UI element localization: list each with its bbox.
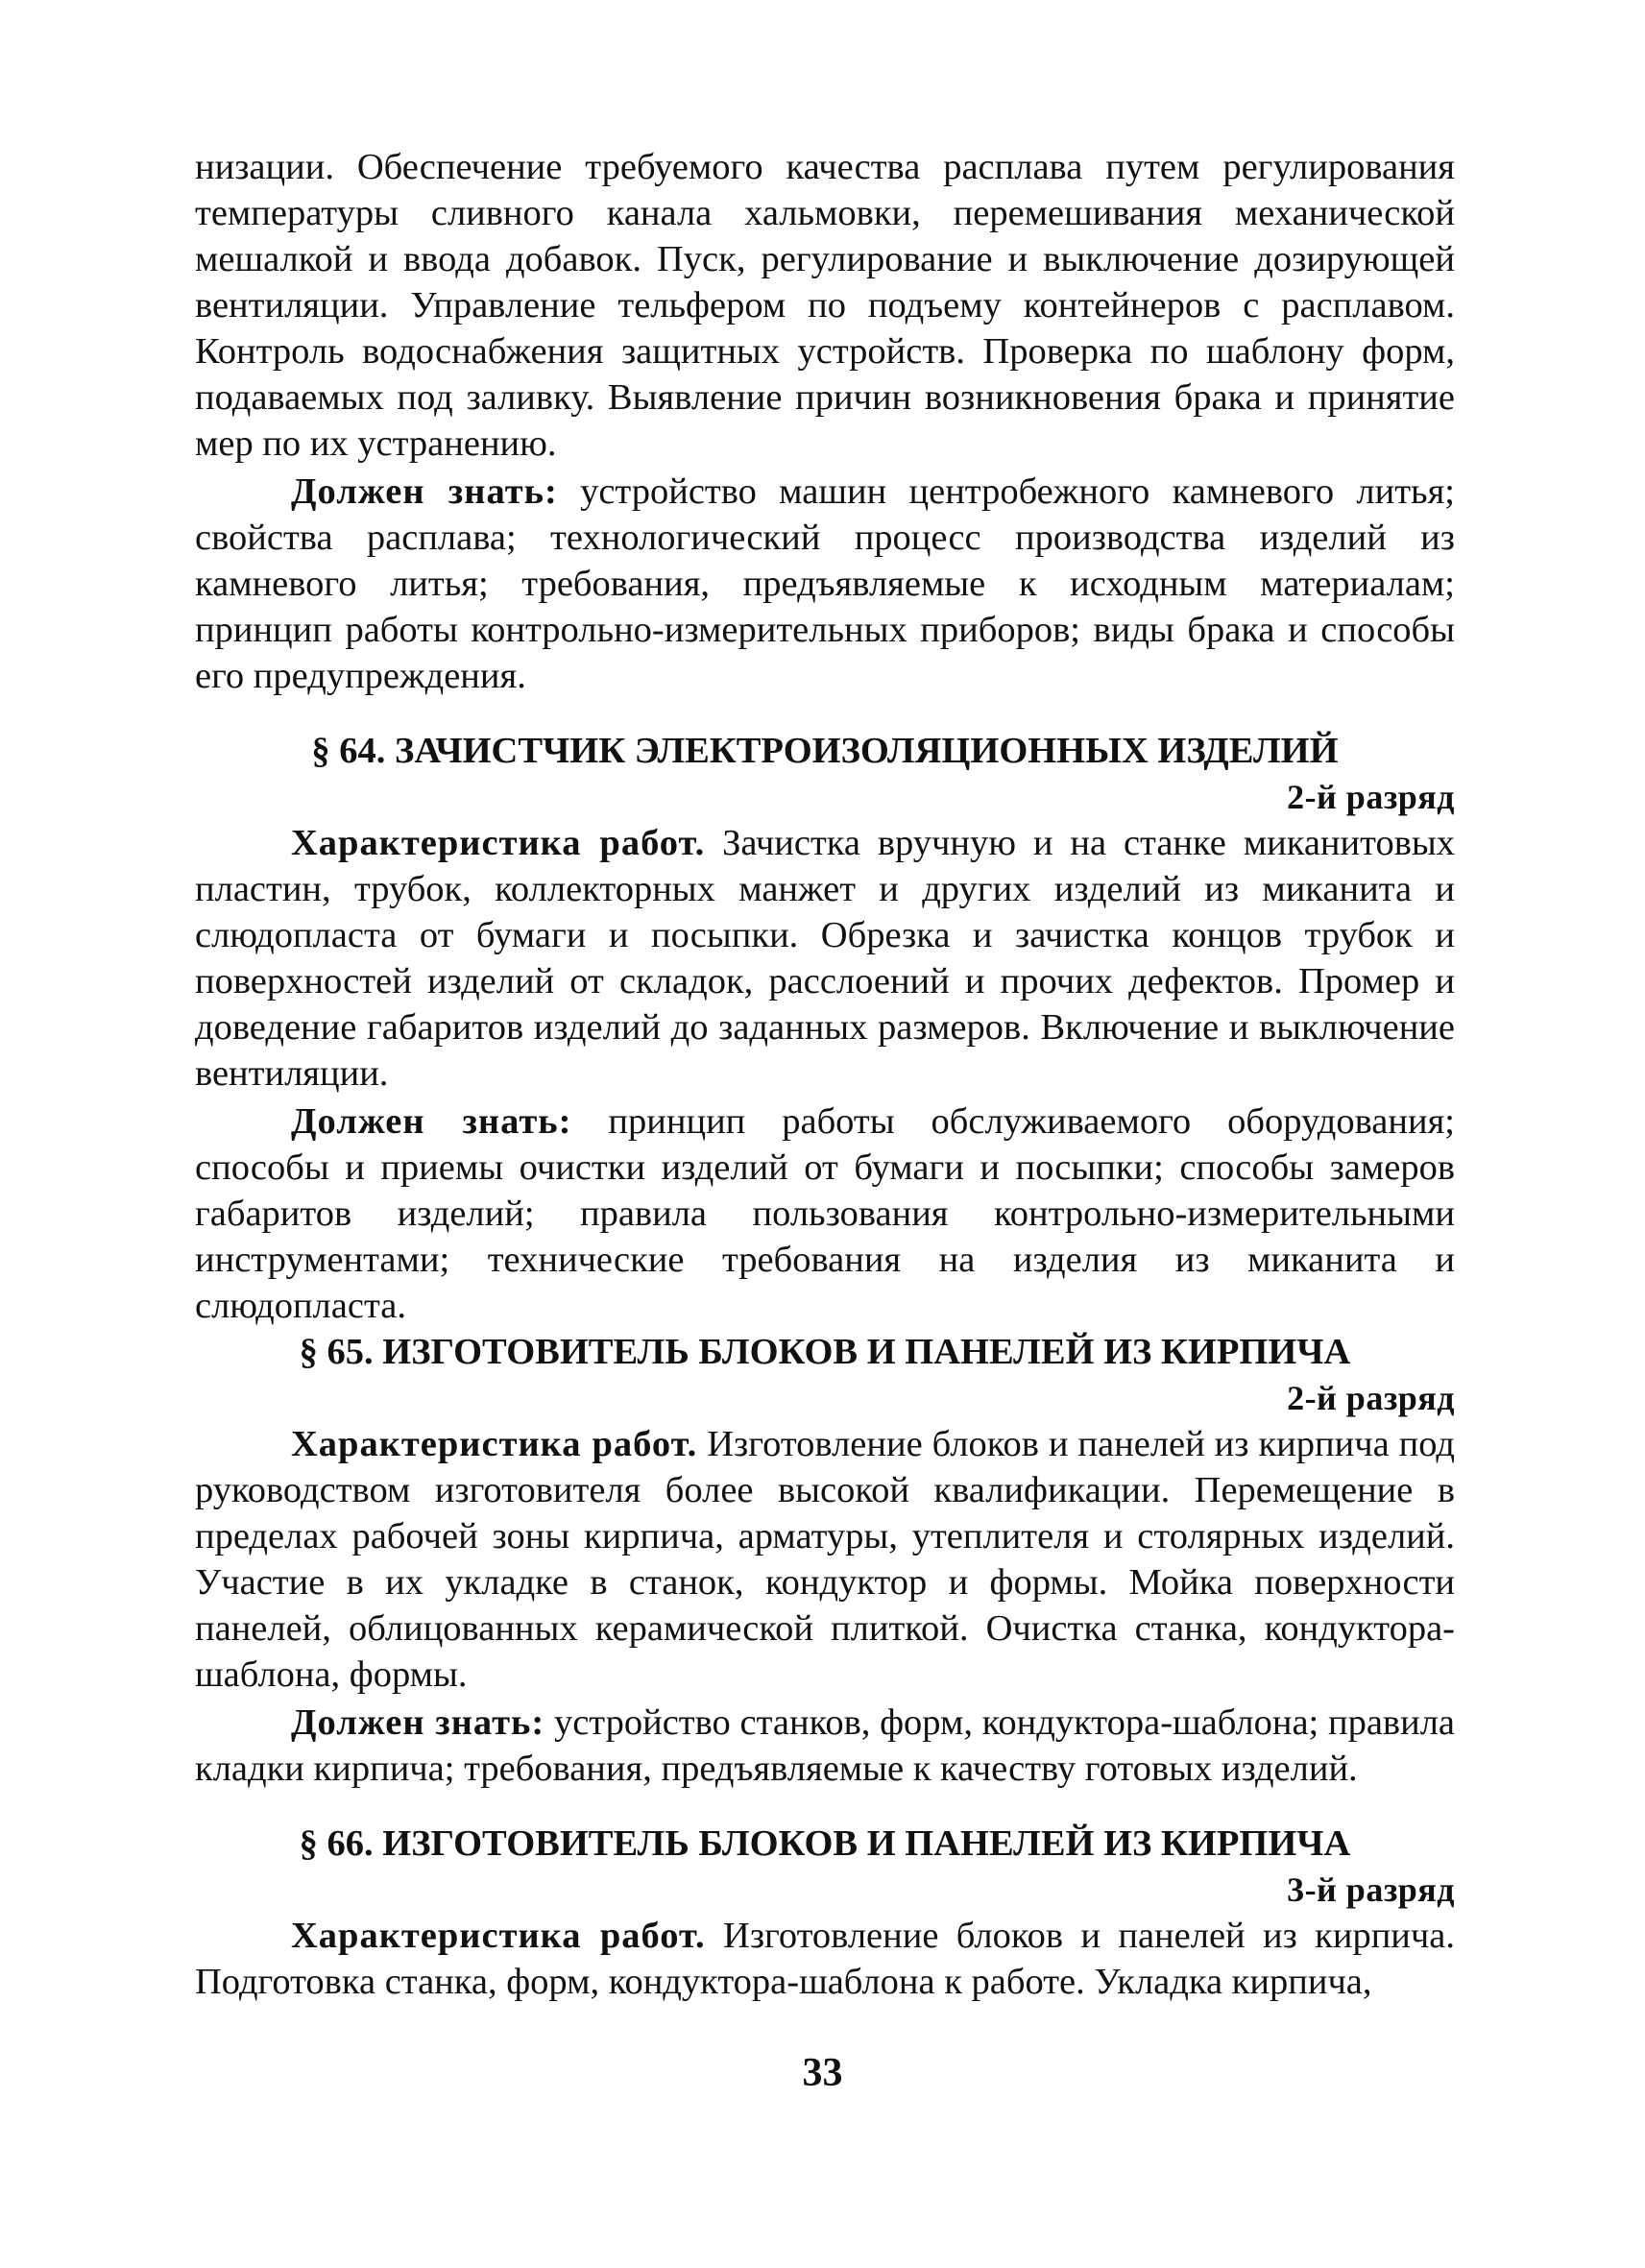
section-title-64: § 64. ЗАЧИСТЧИК ЭЛЕКТРОИЗОЛЯЦИОННЫХ ИЗДЕЛИЙ bbox=[311, 731, 1339, 771]
section-work-64 bbox=[195, 820, 1455, 1097]
section-title-66: § 66. ИЗГОТОВИТЕЛЬ БЛОКОВ И ПАНЕЛЕЙ ИЗ КИРПИЧА bbox=[299, 1823, 1351, 1864]
section-knowledge-64 bbox=[195, 1098, 1455, 1329]
knowledge-text: устройство станков, форм, кондуктора-шаблона; правила кладки кирпича; требования, предъявляемые к качеству готовых изделий. bbox=[195, 1702, 1455, 1789]
knowledge-label: Должен знать: bbox=[291, 471, 558, 512]
section-title-65: § 65. ИЗГОТОВИТЕЛЬ БЛОКОВ И ПАНЕЛЕЙ ИЗ КИРПИЧА bbox=[299, 1332, 1351, 1372]
page-number: 33 bbox=[802, 2051, 843, 2095]
work-label: Характеристика работ. bbox=[291, 1916, 706, 1956]
page-body bbox=[195, 144, 1455, 2005]
section-grade-64: 2-й разряд bbox=[1287, 778, 1455, 816]
section-work-66 bbox=[195, 1913, 1455, 2005]
section-knowledge-65 bbox=[195, 1700, 1455, 1792]
knowledge-label: Должен знать: bbox=[291, 1101, 572, 1142]
section-work-65 bbox=[195, 1421, 1455, 1698]
knowledge-text: принцип работы обслуживаемого оборудования; способы и приемы очистки изделий от бумаги и посыпки; способы замеров габаритов изделий; правила пользования контрольно-измерительными инструментами; технические требования на изделия из миканита и слюдопласта. bbox=[195, 1101, 1455, 1326]
work-label: Характеристика работ. bbox=[291, 823, 706, 863]
work-text: Изготовление блоков и панелей из кирпича под руководством изготовителя более высокой квалификации. Перемещение в пределах рабочей зоны кирпича, арматуры, утеплителя и столярных изделий. Участие в их укладке в станок, кондуктор и формы. Мойка поверхности панелей, облицованных керамической плиткой. Очистка станка, кондуктора-шаблона, формы. bbox=[195, 1424, 1455, 1695]
work-label: Характеристика работ. bbox=[291, 1424, 698, 1464]
knowledge-label: Должен знать: bbox=[291, 1702, 545, 1743]
work-text: Зачистка вручную и на станке миканитовых пластин, трубок, коллекторных манжет и других изделий из миканита и слюдопласта от бумаги и посыпки. Обрезка и зачистка концов трубок и поверхностей изделий от складок, расслоений и прочих дефектов. Промер и доведение габаритов изделий до заданных размеров. Включение и выключение вентиляции. bbox=[195, 823, 1455, 1094]
section-grade-66: 3-й разряд bbox=[1287, 1870, 1455, 1909]
work-text: Изготовление блоков и панелей из кирпича. Подготовка станка, форм, кондуктора-шаблона к работе. Укладка кирпича, bbox=[195, 1916, 1455, 2002]
intro-paragraph: низации. Обеспечение требуемого качества расплава путем регулирования температуры сливного канала хальмовки, перемешивания механической мешалкой и ввода добавок. Пуск, регулирование и выключение дозирующей вентиляции. Управление тельфером по подъему контейнеров с расплавом. Контроль водоснабжения защитных устройств. Проверка по шаблону форм, подаваемых под заливку. Выявление причин возникновения брака и принятие мер по их устранению. bbox=[195, 147, 1455, 464]
section-grade-65: 2-й разряд bbox=[1287, 1379, 1455, 1417]
knowledge-text: устройство машин центробежного камневого литья; свойства расплава; технологический процесс производства изделий из камневого литья; требования, предъявляемые к исходным материалам; принцип работы контрольно-измерительных приборов; виды брака и способы его предупреждения. bbox=[195, 471, 1455, 696]
intro-knowledge bbox=[195, 469, 1455, 699]
